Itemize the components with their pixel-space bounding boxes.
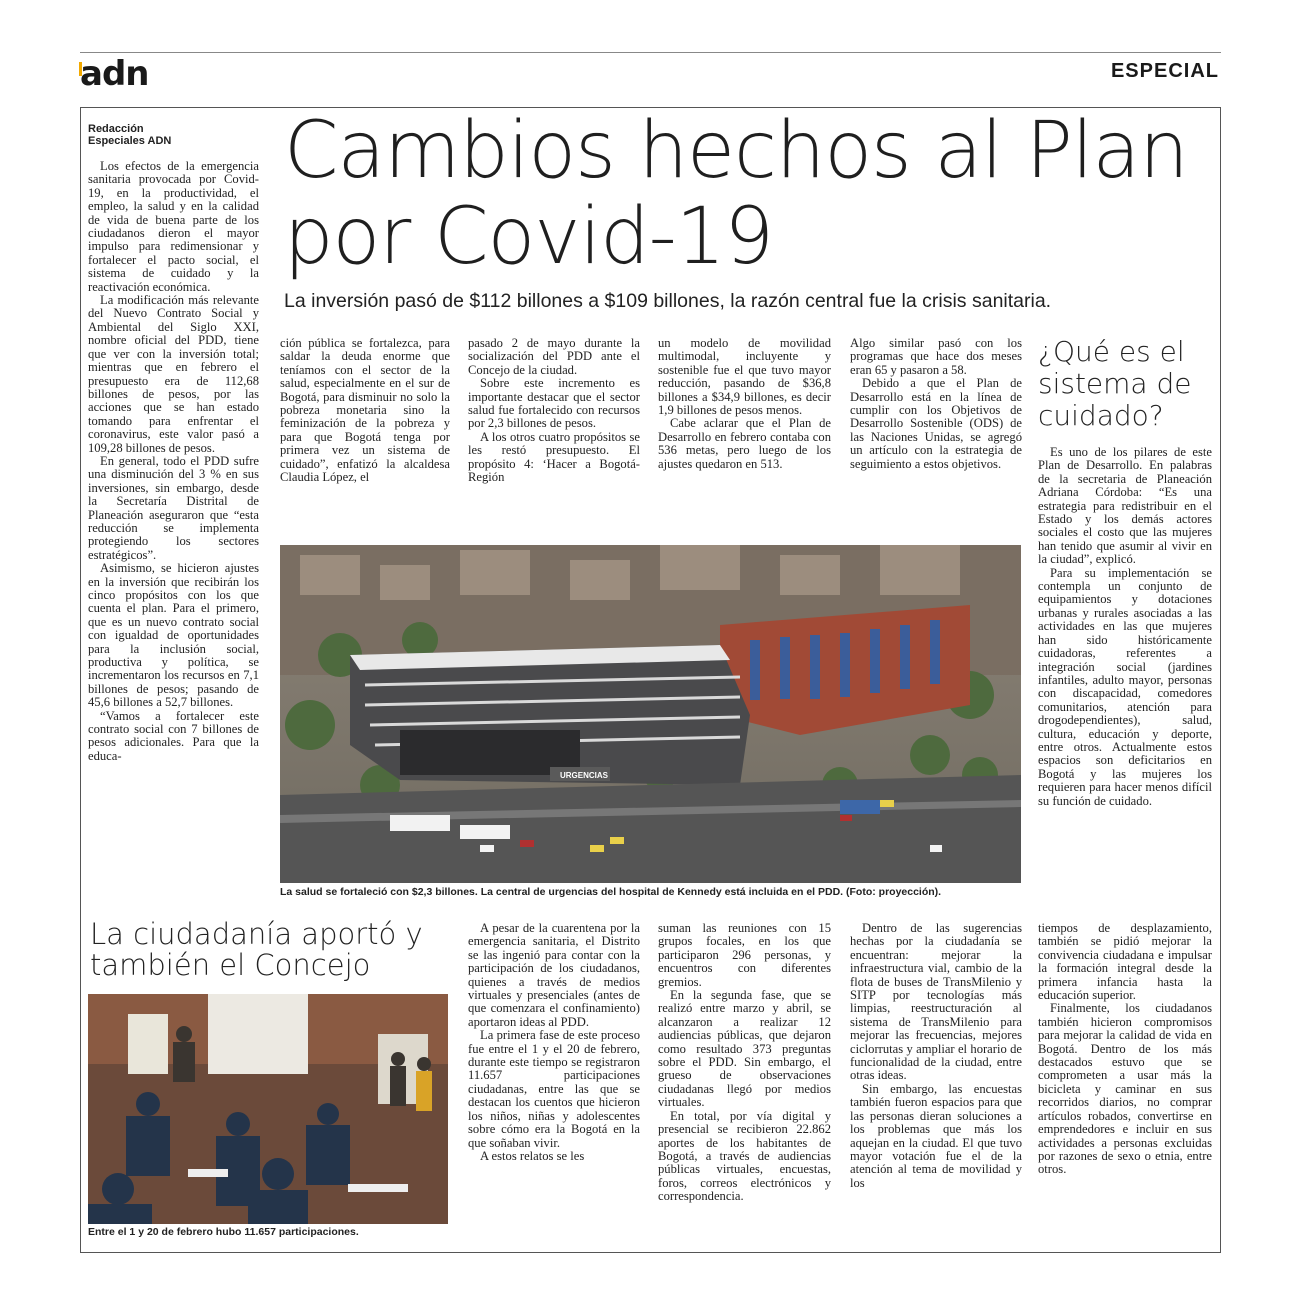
- paragraph: A los otros cuatro propósitos se les restó presupuesto. El propósito 4: ‘Hacer a Bogotá-Región: [468, 429, 640, 485]
- small-photo-caption: Entre el 1 y 20 de febrero hubo 11.657 participaciones.: [88, 1226, 359, 1238]
- paragraph: “Vamos a fortalecer este contrato social con 7 billones de pesos adicionales. Para que la educa-: [88, 708, 259, 763]
- paragraph: Cabe aclarar que el Plan de Desarrollo en febrero contaba con 536 metas, pero luego de los ajustes quedaron en 513.: [658, 416, 831, 471]
- paragraph: Debido a que el Plan de Desarrollo está en la línea de cumplir con los Objetivos de Desarrollo Sostenible (ODS) de las Naciones Unidas, se agregó un artículo con la estrategia de seguimiento a estos objetivos.: [850, 376, 1022, 471]
- paragraph: pasado 2 de mayo durante la socialización del PDD ante el Concejo de la ciudad.: [468, 336, 640, 377]
- paragraph: Sin embargo, las encuestas también fueron espacios para que las personas dieran soluciones a los problemas que más los aquejan en la ciudad. El que tuvo mayor votación fue el de la atención al tema de movilidad y los: [850, 1081, 1022, 1190]
- body-column-3: [468, 337, 640, 484]
- body-column-b: [658, 922, 831, 1204]
- body-column-a: [468, 922, 640, 1163]
- paragraph: Finalmente, los ciudadanos también hicieron compromisos para mejorar la calidad de vida en Bogotá. Dentro de los más destacados estuvo que se comprometen a usar más la bicicleta y caminar en sus recorridos diarios, no comprar artículos robados, convertirse en emprendedores e incluir en sus actividades a personas excluidas por razones de sexo o etnia, entre otros.: [1038, 1001, 1212, 1177]
- section-label: ESPECIAL: [1110, 60, 1219, 82]
- body-column-d: [1038, 922, 1212, 1177]
- body-column-4: [658, 337, 831, 471]
- headline: Cambios hechos al Plan por Covid-19: [284, 106, 1188, 282]
- second-story-headline: La ciudadanía aportó y también el Concejo: [90, 917, 423, 982]
- paragraph: A pesar de la cuarentena por la emergencia sanitaria, el Distrito se las ingenió para contar con la participación de los ciudadanos, quienes a través de medios virtuales y presenciales (antes de que comenzara el confinamiento) aportaron ideas al PDD.: [468, 921, 640, 1029]
- body-column-5: [850, 337, 1022, 471]
- paragraph: Dentro de las sugerencias hechas por la ciudadanía se encuentran: mejorar la infraestructura vial, cambio de la flota de buses de TransMilenio y SITP por tecnologías más limpias, reestructuración al sistema de TransMilenio para mejorar las frecuencias, mejores ciclorrutas y ampliar el horario de funcionalidad de la ciudad, entre otras ideas.: [850, 921, 1022, 1083]
- main-photo-caption: La salud se fortaleció con $2,3 billones. La central de urgencias del hospital de Kennedy está incluida en el PDD. (Foto: proyección).: [280, 886, 942, 898]
- paragraph: Los efectos de la emergencia sanitaria provocada por Covid-19, en la productividad, el empleo, la salud y en la calidad de vida de buena parte de los ciudadanos dieron el mayor impulso para redimensionar y fortalecer el pacto social, el sistema de cuidado y la reactivación económica.: [88, 159, 259, 294]
- masthead-rule: [80, 52, 1221, 53]
- paragraph: un modelo de movilidad multimodal, incluyente y sostenible fue el que tuvo mayor reducción, pasando de $36,8 billones a $34,9 billones, es decir 1,9 billones de pesos menos.: [658, 336, 831, 418]
- sidebar-title: ¿Qué es el sistema de cuidado?: [1038, 335, 1192, 432]
- sidebar-body: [1038, 446, 1212, 808]
- dek: La inversión pasó de $112 billones a $109 billones, la razón central fue la crisis sanitaria.: [284, 290, 1052, 312]
- body-column-c: [850, 922, 1022, 1190]
- citizen-meeting-photo: [88, 994, 448, 1224]
- paragraph: En general, todo el PDD sufre una disminución del 3 % en sus inversiones, sin embargo, desde la Secretaría Distrital de Planeación aseguraron que “esta reducción se implementa protegiendo los sectores estratégicos”.: [88, 453, 259, 562]
- paragraph: En la segunda fase, que se realizó entre marzo y abril, se alcanzaron a realizar 12 audiencias públicas, que dejaron como resultado 373 preguntas sobre el PDD. Sin embargo, el grueso de observaciones ciudadanas llegó por medios virtuales.: [658, 988, 831, 1110]
- paragraph: La primera fase de este proceso fue entre el 1 y el 20 de febrero, durante este tiempo se registraron 11.657 participaciones ciudadanas, entre las que se destacan los cuentos que hicieron los niños, niñas y adolescentes sobre cómo era la Bogotá en la que soñaban vivir.: [468, 1028, 640, 1150]
- body-column-2: [280, 337, 450, 484]
- paragraph: tiempos de desplazamiento, también se pidió mejorar la convivencia ciudadana e impulsar la formación integral desde la primera infancia hasta la educación superior.: [1038, 921, 1212, 1003]
- logo: adn: [80, 54, 149, 94]
- paragraph: La modificación más relevante del Nuevo Contrato Social y Ambiental del Siglo XXI, nombre oficial del PDD, tiene que ver con la inversión total; mientras que en febrero el presupuesto era de 112,68 billones de pesos, por las acciones que se han estado tomando para enfrentar el coronavirus, este valor pasó a 109,28 billones de pesos.: [88, 293, 259, 455]
- hospital-aerial-photo: [280, 545, 1021, 883]
- paragraph: suman las reuniones con 15 grupos focales, en los que participaron 296 personas, y encuentros con diferentes gremios.: [658, 921, 831, 989]
- paragraph: A estos relatos se les: [480, 1148, 585, 1163]
- paragraph: En total, por vía digital y presencial se recibieron 22.862 aportes de los habitantes de Bogotá, a través de audiencias públicas virtuales, encuestas, foros, correos electrónicos y correspondencia.: [658, 1108, 831, 1204]
- paragraph: Para su implementación se contempla un conjunto de equipamientos y dotaciones urbanas y rurales asociadas a las actividades en las que mujeres han sido históricamente cuidadoras, referentes a integración social (jardines infantiles, adulto mayor, personas con discapacidad, comedores comunitarios, atención para drogodependientes), salud, cultura, educación y deporte, entre otros. Actualmente estos espacios son deficitarios en Bogotá y las mujeres los requieren para hacer menos difícil su función de cuidado.: [1038, 565, 1212, 808]
- paragraph: Sobre este incremento es importante destacar que el sector salud fue fortalecido con recursos por 2,3 billones de pesos.: [468, 376, 640, 431]
- urgencias-sign: URGENCIAS: [560, 771, 609, 780]
- paragraph: ción pública se fortalezca, para saldar la deuda enorme que teníamos con el sector de la salud, especialmente en el sur de Bogotá, para disminuir no solo la pobreza monetaria sino la feminización de la pobreza y para que Bogotá tenga por primera vez un sistema de cuidado”, enfatizó la alcaldesa Claudia López, el: [280, 336, 450, 485]
- paragraph: Asimismo, se hicieron ajustes en la inversión que recibirán los cinco propósitos con los que cuenta el plan. Para el primero, que es un nuevo contrato social con igualdad de oportunidades para la inclusión social, productiva y política, se incrementaron los recursos en 7,1 billones de pesos; pasando de 45,6 billones a 52,7 billones.: [88, 561, 259, 710]
- byline: Redacción Especiales ADN: [88, 123, 172, 147]
- body-column-1: [88, 160, 259, 763]
- paragraph: Algo similar pasó con los programas que hace dos meses eran 65 y pasaron a 58.: [850, 336, 1022, 377]
- paragraph: Es uno de los pilares de este Plan de Desarrollo. En palabras de la secretaria de Planeación Adriana Córdoba: “Es una estrategia para redistribuir en el Estado y los demás actores sociales el costo que las mujeres han tenido que asumir al vivir en la ciudad”, explicó.: [1038, 445, 1212, 567]
